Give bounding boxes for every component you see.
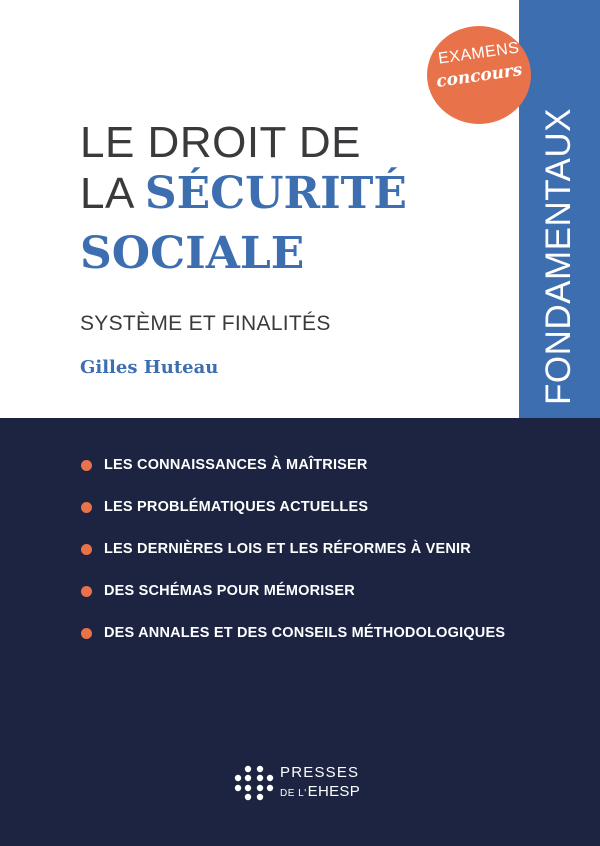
publisher-name-line-1: PRESSES — [280, 764, 360, 781]
publisher-suffix: EHESP — [307, 783, 360, 800]
bullet-icon — [81, 544, 92, 555]
publisher-prefix: DE L' — [280, 788, 307, 799]
title-line-1: LE DROIT DE — [80, 118, 361, 167]
title-line-3: SOCIALE — [80, 228, 305, 279]
publisher-name-line-2 — [280, 783, 360, 800]
feature-item — [80, 539, 505, 581]
feature-text: LES PROBLÉMATIQUES ACTUELLES — [104, 499, 369, 515]
title-line-2 — [80, 168, 407, 219]
title-line-2-plain: LA — [80, 169, 135, 218]
feature-item — [80, 581, 505, 623]
publisher-dots-icon — [234, 764, 274, 802]
series-label: FONDAMENTAUX — [539, 107, 578, 405]
title-line-2-bold: SÉCURITÉ — [144, 168, 407, 219]
bullet-icon — [81, 502, 92, 513]
feature-list — [80, 455, 505, 665]
bullet-icon — [81, 460, 92, 471]
feature-text: DES ANNALES ET DES CONSEILS MÉTHODOLOGIQUES — [104, 625, 506, 641]
badge-line-concours: concours — [435, 60, 524, 92]
feature-text: DES SCHÉMAS POUR MÉMORISER — [104, 583, 355, 599]
feature-item — [80, 497, 505, 539]
feature-item — [80, 623, 505, 665]
feature-item — [80, 455, 505, 497]
bullet-icon — [81, 586, 92, 597]
book-author: Gilles Huteau — [80, 357, 219, 378]
feature-text: LES CONNAISSANCES À MAÎTRISER — [104, 457, 368, 473]
book-subtitle: SYSTÈME ET FINALITÉS — [80, 312, 331, 335]
badge-line-examens: EXAMENS — [437, 39, 521, 68]
bullet-icon — [81, 628, 92, 639]
feature-text: LES DERNIÈRES LOIS ET LES RÉFORMES À VENIR — [104, 541, 471, 557]
